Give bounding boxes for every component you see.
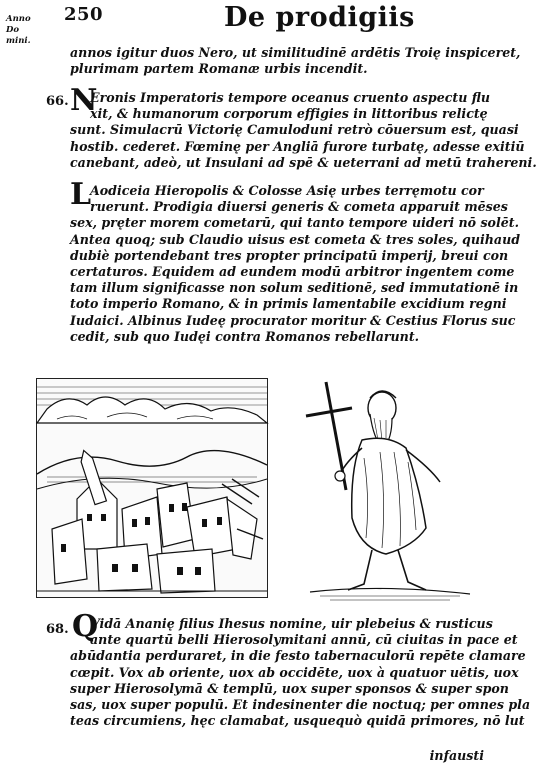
text-line: toto imperio Romano, & in primis lamentabile excidium regni	[70, 296, 507, 312]
text-line: sas, uox super populū. Et indesinenter die noctuq; per omnes pla	[70, 697, 531, 713]
running-title: De prodigiis	[224, 2, 415, 33]
text-line: sex, pręter morem cometarū, qui tanto tempore uideri nō solēt.	[70, 215, 519, 231]
page-number: 250	[64, 4, 104, 25]
section-68-paragraph	[70, 616, 531, 729]
margin-note	[6, 14, 46, 47]
intro-paragraph	[70, 45, 521, 77]
text-line: abūdantia perduraret, in die festo tabernaculorū repēte clamare	[70, 648, 526, 664]
text-line: xit, & humanorum corporum effigies in littoribus relictę	[90, 106, 488, 122]
section-66-paragraph	[70, 90, 537, 171]
text-line: tam illum significasse non solum seditionē, sed immutationē in	[70, 280, 519, 296]
text-line: certaturos. Equidem ad eundem modū arbitror ingentem come	[70, 264, 515, 280]
text-line: ante quartū belli Hierosolymitani annū, cū ciuitas in pace et	[90, 632, 518, 648]
text-line: sunt. Simulacrū Victorię Camuloduni retrò cōuersum est, quasi	[70, 122, 519, 138]
catchword	[420, 748, 484, 764]
text-line: cœpit. Vox ab oriente, uox ab occidēte, uox à quatuor uētis, uox	[70, 664, 519, 680]
catchword-text: infausti	[429, 748, 484, 763]
section-laodicea-paragraph	[70, 183, 521, 345]
dropcap-q: Q	[72, 609, 99, 644]
text-line: Iudaici. Albinus Iudeę procurator moritur & Cestius Florus suc	[70, 312, 516, 328]
margin-note-line1: Anno Do	[6, 14, 31, 35]
text-line: annos igitur duos Nero, ut similitudinē ardētis Troię inspiceret,	[70, 45, 521, 60]
text-line: Antea quoq; sub Claudio uisus est cometa & tres soles, quihaud	[70, 231, 521, 247]
dropcap-l: L	[70, 177, 92, 212]
dropcap-n: N	[70, 83, 98, 118]
text-line: canebant, adeò, ut Insulani ad spē & ueterrani ad metū trahereni.	[70, 154, 537, 170]
text-line: dubiè portendebant tres propter principatū imperij, breui con	[70, 247, 509, 263]
text-line: ruerunt. Prodigia diuersi generis & cometa apparuit mēses	[90, 199, 508, 215]
text-line: Eronis Imperatoris tempore oceanus cruento aspectu flu	[90, 90, 491, 105]
text-line: teas circumiens, hęc clamabat, usquequò quidā primores, nō lut	[70, 713, 525, 729]
section-number-68: 68.	[46, 622, 69, 637]
earthquake-woodcut-icon	[36, 378, 268, 598]
text-line: super Hierosolymā & templū, uox super sponsos & super spon	[70, 680, 509, 696]
text-line: hostib. cederet. Fœminę per Angliā furore turbatę, adesse exitiū	[70, 138, 525, 154]
text-line: cedit, sub quo Iudęi contra Romanos rebellarunt.	[70, 328, 420, 344]
text-line: Vidā Ananię filius Ihesus nomine, uir plebeius & rusticus	[90, 616, 493, 631]
section-number-66: 66.	[46, 94, 69, 109]
margin-note-line2: mini.	[6, 36, 31, 46]
text-line: plurimam partem Romanæ urbis incendit.	[70, 61, 368, 77]
text-line: Aodiceia Hieropolis & Colosse Asię urbes terręmotu cor	[90, 183, 484, 198]
prophet-with-cross-woodcut-icon	[290, 378, 480, 606]
